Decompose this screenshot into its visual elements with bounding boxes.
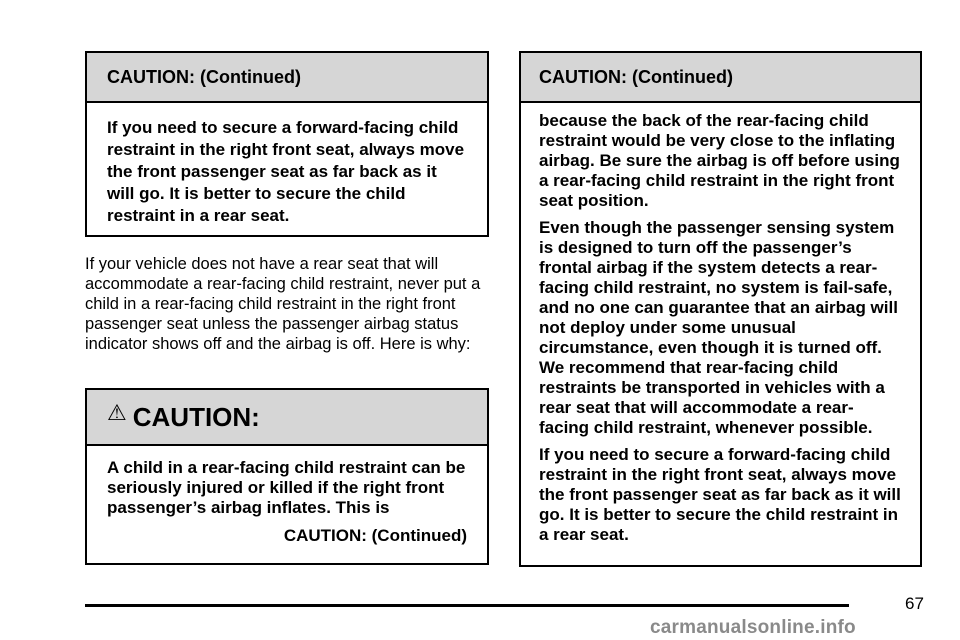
caution-title: CAUTION:	[132, 401, 260, 432]
warning-triangle-icon: ⚠	[107, 400, 127, 425]
body-paragraph: If your vehicle does not have a rear seat that will accommodate a rear-facing child restraint, never put a child in a rear-facing child restraint in the right front passenger seat unless the passenger airbag status indicator shows off and the airbag is off. Here is why:	[85, 255, 481, 353]
caution-header	[87, 390, 487, 446]
caution-continued-label: CAUTION: (Continued)	[283, 526, 467, 545]
caution-paragraph: Even though the passenger sensing system is designed to turn off the passenger’s frontal airbag if the system detects a rear-facing child restraint, no system is fail-safe, and no one can guarantee that an airbag will not deploy under some unusual circumstance, even though it is turned off. We recommend that rear-facing child restraints be transported in vehicles with a rear seat that will accommodate a rear-facing child restraint, whenever possible.	[539, 218, 898, 437]
footer-rule	[85, 604, 849, 607]
caution-text	[87, 446, 487, 546]
caution-paragraph: If you need to secure a forward-facing child restraint in the right front seat, always move the front passenger seat as far back as it will go. It is better to secure the child restraint in a rear seat.	[107, 118, 465, 225]
caution-paragraph: because the back of the rear-facing child restraint would be very close to the inflating airbag. Be sure the airbag is off before using a rear-facing child restraint in the right front seat position.	[539, 111, 900, 210]
caution-header: CAUTION: (Continued)	[87, 53, 487, 103]
caution-box-continued-right	[519, 51, 922, 567]
caution-paragraph: If you need to secure a forward-facing child restraint in the right front seat, always move the front passenger seat as far back as it will go. It is better to secure the child restraint in a rear seat.	[539, 445, 901, 544]
caution-box-warning	[85, 388, 489, 565]
watermark: carmanualsonline.info	[650, 617, 856, 638]
page-number: 67	[905, 594, 924, 613]
caution-box-continued-left	[85, 51, 489, 237]
caution-text	[87, 103, 487, 227]
caution-text	[521, 103, 920, 545]
caution-header: CAUTION: (Continued)	[521, 53, 920, 103]
caution-paragraph: A child in a rear-facing child restraint can be seriously injured or killed if the right front passenger’s airbag inflates. This is	[107, 458, 466, 517]
